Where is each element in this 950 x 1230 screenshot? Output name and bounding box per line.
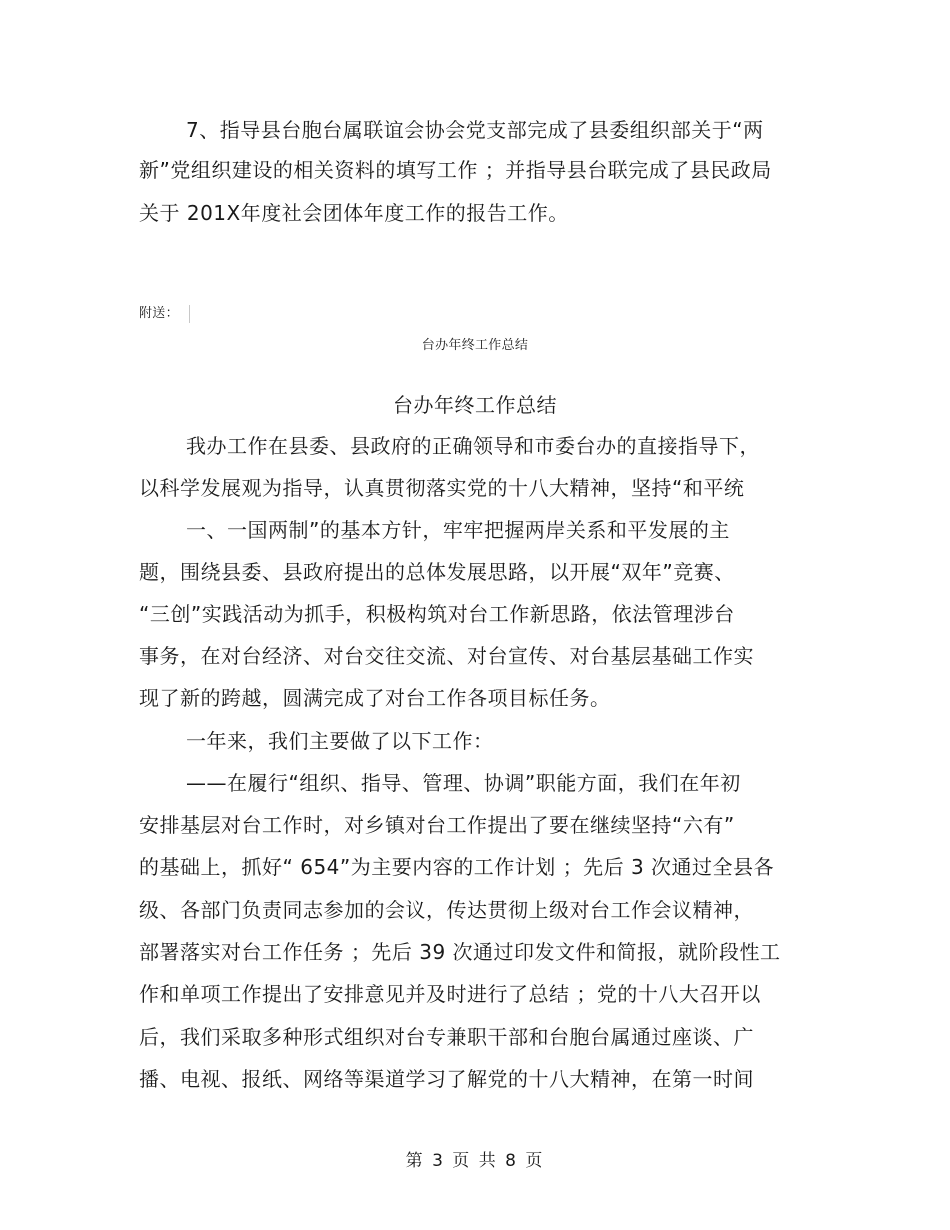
body-line: 部署落实对台工作任务 ；先后 39 次通过印发文件和简报，就阶段性工 (139, 940, 781, 964)
body-line: “三创”实践活动为抓手，积极构筑对台工作新思路，依法管理涉台 (139, 602, 735, 626)
body-line: 播、电视、报纸、网络等渠道学习了解党的十八大精神，在第一时间 (139, 1067, 754, 1091)
page-number: 第 3 页 共 8 页 (405, 1151, 545, 1171)
body-line: 题，围绕县委、县政府提出的总体发展思路，以开展“双年”竞赛、 (139, 560, 735, 584)
body-line: 安排基层对台工作时，对乡镇对台工作提出了要在继续坚持“六有” (139, 813, 735, 837)
paragraph-line: 新”党组织建设的相关资料的填写工作 ；并指导县台联完成了县民政局 (139, 158, 772, 182)
body-line: 级、各部门负责同志参加的会议，传达贯彻上级对台工作会议精神， (139, 898, 754, 922)
body-line: 一年来，我们主要做了以下工作： (186, 729, 494, 753)
body-line: ——在履行“组织、指导、管理、协调”职能方面，我们在年初 (186, 771, 741, 795)
body-line: 我办工作在县委、县政府的正确领导和市委台办的直接指导下， (186, 434, 760, 458)
body-line: 后，我们采取多种形式组织对台专兼职干部和台胞台属通过座谈、广 (139, 1025, 754, 1049)
article-title: 台办年终工作总结 (393, 393, 557, 417)
body-line: 以科学发展观为指导，认真贯彻落实党的十八大精神，坚持“和平统 (139, 476, 745, 500)
body-line: 作和单项工作提出了安排意见并及时进行了总结 ；党的十八大召开以 (139, 982, 761, 1006)
body-line: 现了新的跨越，圆满完成了对台工作各项目标任务。 (139, 686, 611, 710)
body-line: 事务，在对台经济、对台交往交流、对台宣传、对台基层基础工作实 (139, 644, 754, 668)
attachment-label: 附送： (139, 306, 179, 321)
attachment-label-box (139, 304, 190, 324)
text-cursor-divider (189, 305, 190, 323)
body-line: 一、一国两制”的基本方针，牢牢把握两岸关系和平发展的主 (186, 518, 730, 542)
paragraph-line: 7、指导县台胞台属联谊会协会党支部完成了县委组织部关于“两 (186, 118, 764, 142)
attachment-subtitle: 台办年终工作总结 (421, 338, 529, 353)
body-line: 的基础上，抓好“ 654”为主要内容的工作计划 ；先后 3 次通过全县各 (139, 855, 775, 879)
paragraph-line: 关于 201X年度社会团体年度工作的报告工作。 (139, 201, 569, 225)
